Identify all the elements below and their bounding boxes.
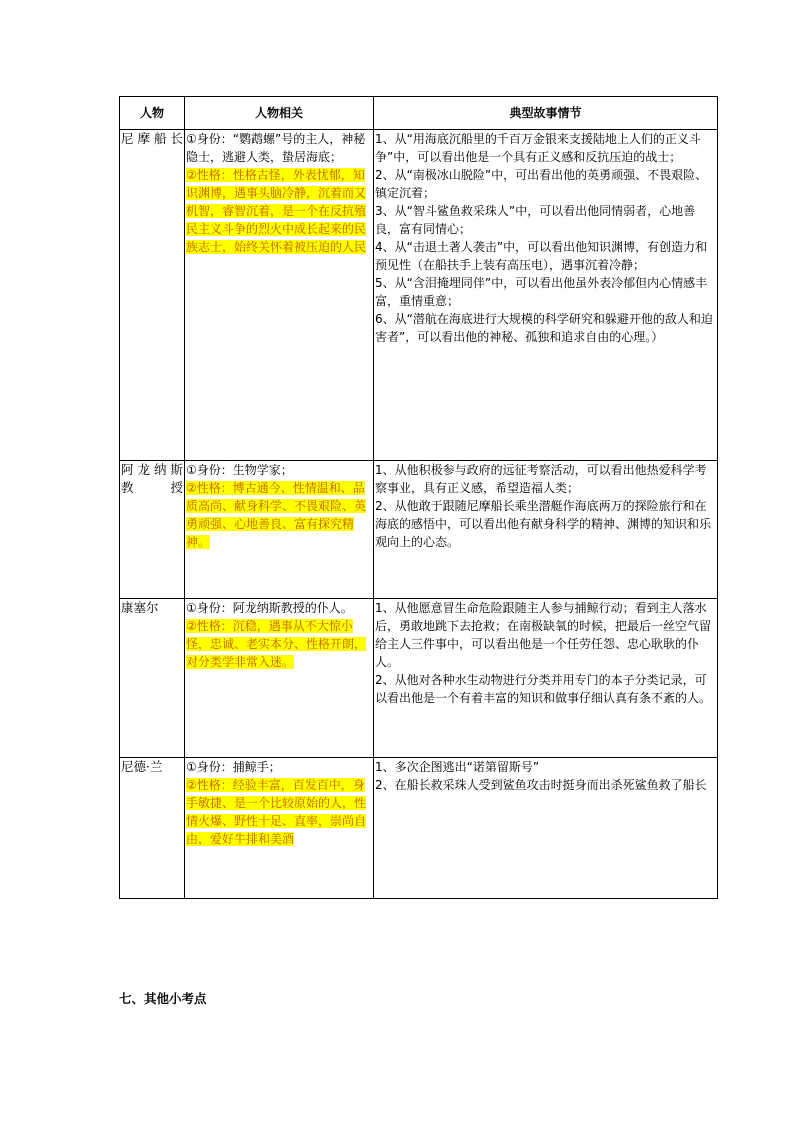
character-identity: ①身份：“鹦鹉螺”号的主人，神秘隐士，逃避人类，蛰居海底； bbox=[186, 132, 366, 164]
header-character-related: 人物相关 bbox=[185, 97, 374, 130]
table-row bbox=[120, 599, 718, 758]
character-personality: ②性格：博古通今、性情温和、品质高尚、献身科学、不畏艰险、英勇顽强、心地善良、富有探究精神。 bbox=[186, 481, 367, 549]
story-item: 5、从“含泪掩埋同伴”中，可以看出他虽外表冷郁但内心情感丰富，重情重意； bbox=[375, 276, 708, 308]
story-cell bbox=[374, 130, 718, 461]
character-traits-cell bbox=[185, 758, 374, 899]
character-name: 阿龙纳斯教授 bbox=[120, 461, 185, 599]
table-row bbox=[120, 461, 718, 599]
character-name: 尼德·兰 bbox=[120, 758, 185, 899]
character-name: 尼摩船长 bbox=[120, 130, 185, 461]
character-personality: ②性格：经验丰富，百发百中，身手敏捷、是一个比较原始的人，性情火爆、野性十足、直率，崇尚自由，爱好牛排和美酒 bbox=[186, 778, 367, 846]
character-traits-cell bbox=[185, 130, 374, 461]
header-character: 人物 bbox=[120, 97, 185, 130]
story-item: 2、从他对各种水生动物进行分类并用专门的本子分类记录，可以看出他是一个有着丰富的知识和做事仔细认真有条不紊的人。 bbox=[375, 673, 712, 705]
story-item: 4、从“击退土著人袭击”中，可以看出他知识渊博，有创造力和预见性（在船扶手上装有高压电），遇事沉着冷静； bbox=[375, 240, 708, 272]
story-item: 1、从“用海底沉船里的千百万金银来支援陆地上人们的正义斗争”中，可以看出他是一个具有正义感和反抗压迫的战士； bbox=[375, 132, 701, 164]
table-row bbox=[120, 130, 718, 461]
story-item: 1、多次企图逃出“诺第留斯号” bbox=[375, 760, 540, 774]
story-cell bbox=[374, 758, 718, 899]
story-cell bbox=[374, 599, 718, 758]
story-item: 2、在船长救采珠人受到鲨鱼攻击时挺身而出杀死鲨鱼救了船长 bbox=[375, 778, 707, 792]
character-traits-cell bbox=[185, 599, 374, 758]
story-item: 2、从他敢于跟随尼摩船长乘坐潜艇作海底两万的探险旅行和在海底的感悟中，可以看出他有献身科学的精神、渊博的知识和乐观向上的心态。 bbox=[375, 499, 712, 549]
story-item: 1、从他愿意冒生命危险跟随主人参与捕鲸行动；看到主人落水后，勇敢地跳下去抢救；在南极缺氧的时候，把最后一丝空气留给主人三件事中，可以看出他是一个任劳任怨、忠心耿耿的仆人。 bbox=[375, 601, 712, 669]
story-item: 6、从“潜航在海底进行大规模的科学研究和躲避开他的敌人和迫害者”，可以看出他的神秘、孤独和追求自由的心理。） bbox=[375, 312, 713, 344]
story-item: 3、从“智斗鲨鱼救采珠人”中，可以看出他同情弱者，心地善良，富有同情心； bbox=[375, 204, 696, 236]
table-header-row bbox=[120, 97, 718, 130]
section-heading: 七、其他小考点 bbox=[119, 991, 207, 1006]
table-row bbox=[120, 758, 718, 899]
character-identity: ①身份：生物学家； bbox=[186, 463, 293, 477]
character-table bbox=[119, 96, 718, 899]
character-name: 康塞尔 bbox=[120, 599, 185, 758]
character-identity: ①身份：捕鲸手； bbox=[186, 760, 281, 774]
story-item: 1、从他积极参与政府的远征考察活动，可以看出他热爱科学考察事业，具有正义感，希望造福人类； bbox=[375, 463, 707, 495]
story-cell bbox=[374, 461, 718, 599]
character-traits-cell bbox=[185, 461, 374, 599]
story-item: 2、从“南极冰山脱险”中，可出看出他的英勇顽强、不畏艰险、镇定沉着； bbox=[375, 168, 708, 200]
character-identity: ①身份：阿龙纳斯教授的仆人。 bbox=[186, 601, 353, 615]
header-story-plot: 典型故事情节 bbox=[374, 97, 718, 130]
character-personality: ②性格：沉稳，遇事从不大惊小怪，忠诚、老实本分、性格开朗，对分类学非常入迷。 bbox=[186, 619, 367, 669]
character-personality: ②性格：性格古怪，外表忧郁，知识渊博，遇事头脑冷静，沉着而又机智，睿智沉着，是一个在反抗殖民主义斗争的烈火中成长起来的民族志士，始终关怀着被压迫的人民 bbox=[186, 168, 367, 254]
